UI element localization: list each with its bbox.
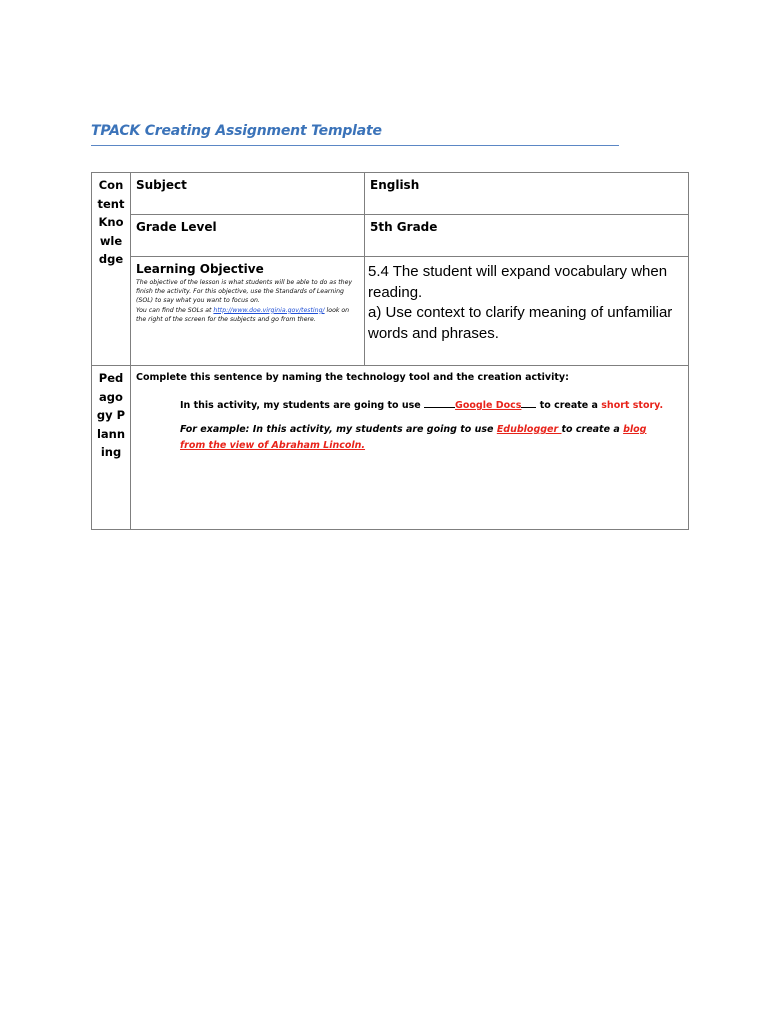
example-part-3: to create a [561,424,624,435]
subject-value: English [370,178,420,192]
sentence-part-2: to create a [536,400,602,411]
grade-level-value: 5th Grade [370,220,438,234]
subject-row [92,173,689,215]
objective-description-text: The objective of the lesson is what students will be able to do as they finish the activity. For this objective, use the Standards of Learning (SOL) to say what you want to focus on. [136,279,353,305]
creation-activity: short story. [601,400,664,411]
objective-value-line-1: 5.4 The student will expand vocabulary when reading. [368,263,668,301]
pedagogy-planning-label: Pedagogy Planning [96,371,126,459]
objective-description-after-link: look on the right of the screen for the subjects and go from there. [136,306,350,323]
sentence-part-1: In this activity, my students are going to use [180,400,425,411]
sol-link[interactable]: http://www.doe.virginia.gov/testing/ [213,306,325,314]
subject-label: Subject [136,178,187,192]
content-knowledge-label: Content Knowledge [97,178,125,266]
pedagogy-side-cell [92,366,131,530]
pedagogy-row [92,366,689,530]
tool-blank-left [424,396,455,408]
objective-description-find-text: You can find the SOLs at [136,306,214,314]
learning-objective-value-cell[interactable] [365,257,689,366]
document-title: TPACK Creating Assignment Template [91,123,382,139]
pedagogy-sentence [131,385,688,413]
grade-level-label: Grade Level [136,220,217,234]
pedagogy-content-cell[interactable] [131,366,689,530]
tool-blank-right [521,396,536,408]
technology-tool: Google Docs [455,400,522,411]
content-knowledge-side-cell [92,173,131,366]
title-underline [91,145,619,146]
grade-level-label-cell [131,215,365,257]
subject-label-cell [131,173,365,215]
example-part-2: : In this activity, my students are going to use [245,424,497,435]
learning-objective-row [92,257,689,366]
example-lead: For example [180,424,246,435]
learning-objective-label: Learning Objective [136,262,264,276]
example-tool: Edublogger [496,424,562,435]
subject-value-cell[interactable] [365,173,689,215]
grade-level-row [92,215,689,257]
pedagogy-prompt: Complete this sentence by naming the technology tool and the creation activity: [136,372,569,383]
learning-objective-description [131,277,364,324]
objective-value-line-2: a) Use context to clarify meaning of unfamiliar words and phrases. [368,304,673,342]
example-activity: blog from the view of Abraham Lincoln. [180,424,647,451]
learning-objective-value [365,257,688,344]
pedagogy-example [131,413,688,454]
learning-objective-label-cell [131,257,365,366]
assignment-table [91,172,689,530]
grade-level-value-cell[interactable] [365,215,689,257]
